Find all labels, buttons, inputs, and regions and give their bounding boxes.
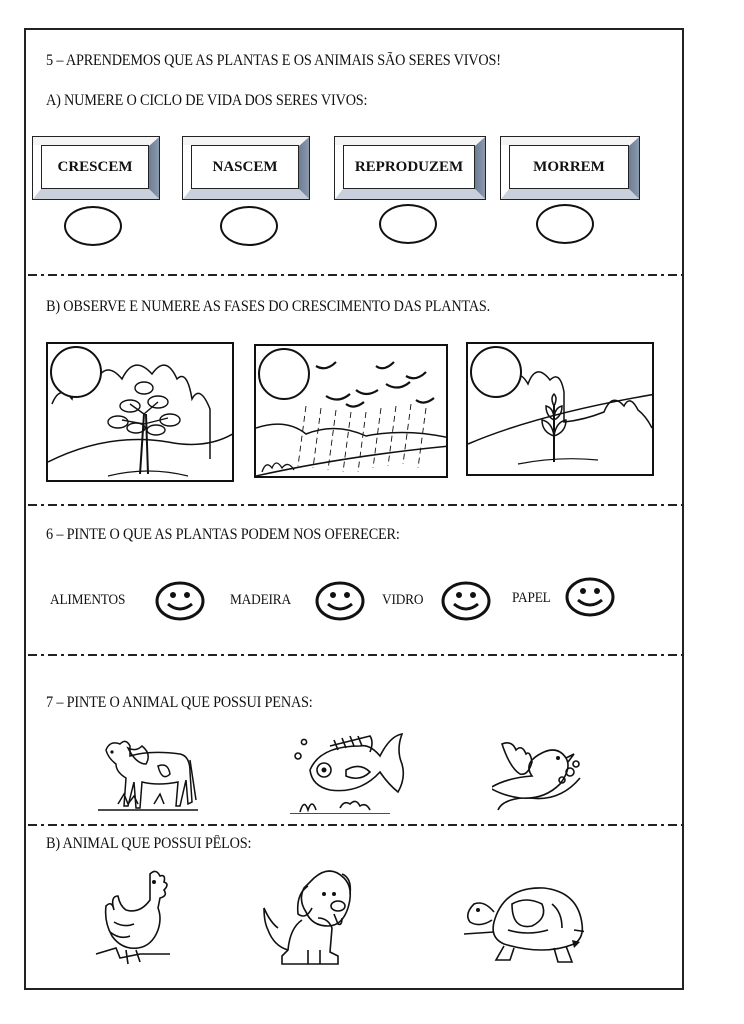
hen-illustration[interactable]: [90, 868, 186, 968]
question-7b-title: B) ANIMAL QUE POSSUI PÊLOS:: [46, 835, 252, 852]
question-5a-title: A) NUMERE O CICLO DE VIDA DOS SERES VIVOS:: [46, 92, 368, 109]
stage-card-nascem: [182, 136, 310, 200]
section-divider: [28, 504, 682, 506]
phase-panel-tree: [46, 342, 234, 482]
answer-circle-morrem[interactable]: [536, 204, 594, 244]
question-5-title: 5 – APRENDEMOS QUE AS PLANTAS E OS ANIMAIS SÃO SERES VIVOS!: [46, 52, 501, 69]
section-divider: [28, 654, 682, 656]
option-label: MADEIRA: [230, 592, 291, 608]
turtle-illustration[interactable]: [464, 882, 584, 966]
smiley-icon[interactable]: [440, 580, 492, 622]
section-divider: [28, 824, 682, 826]
smiley-icon[interactable]: [154, 580, 206, 622]
answer-circle-phase-1[interactable]: [50, 346, 102, 398]
dog-illustration[interactable]: [258, 868, 358, 968]
question-5b-title: B) OBSERVE E NUMERE AS FASES DO CRESCIMENTO DAS PLANTAS.: [46, 298, 491, 315]
worksheet: [24, 28, 684, 990]
cow-illustration[interactable]: [98, 730, 208, 814]
option-label: ALIMENTOS: [50, 592, 126, 608]
phase-panel-rain: [254, 344, 448, 478]
answer-circle-reproduzem[interactable]: [379, 204, 437, 244]
answer-circle-phase-3[interactable]: [470, 346, 522, 398]
section-divider: [28, 274, 682, 276]
stage-card-morrem: [500, 136, 640, 200]
stage-label: NASCEM: [191, 145, 299, 189]
stage-label: REPRODUZEM: [343, 145, 475, 189]
fish-illustration[interactable]: [290, 730, 406, 814]
question-7-title: 7 – PINTE O ANIMAL QUE POSSUI PENAS:: [46, 694, 313, 711]
smiley-icon[interactable]: [314, 580, 366, 622]
stage-label: CRESCEM: [41, 145, 149, 189]
answer-circle-nascem[interactable]: [220, 206, 278, 246]
question-6-title: 6 – PINTE O QUE AS PLANTAS PODEM NOS OFERECER:: [46, 526, 400, 543]
option-label: VIDRO: [382, 592, 424, 608]
answer-circle-crescem[interactable]: [64, 206, 122, 246]
smiley-icon[interactable]: [564, 576, 616, 618]
stage-label: MORREM: [509, 145, 629, 189]
stage-card-reproduzem: [334, 136, 486, 200]
answer-circle-phase-2[interactable]: [258, 348, 310, 400]
stage-card-crescem: [32, 136, 160, 200]
option-label: PAPEL: [512, 590, 551, 606]
phase-panel-sprout: [466, 342, 654, 476]
bird-illustration[interactable]: [492, 736, 588, 816]
